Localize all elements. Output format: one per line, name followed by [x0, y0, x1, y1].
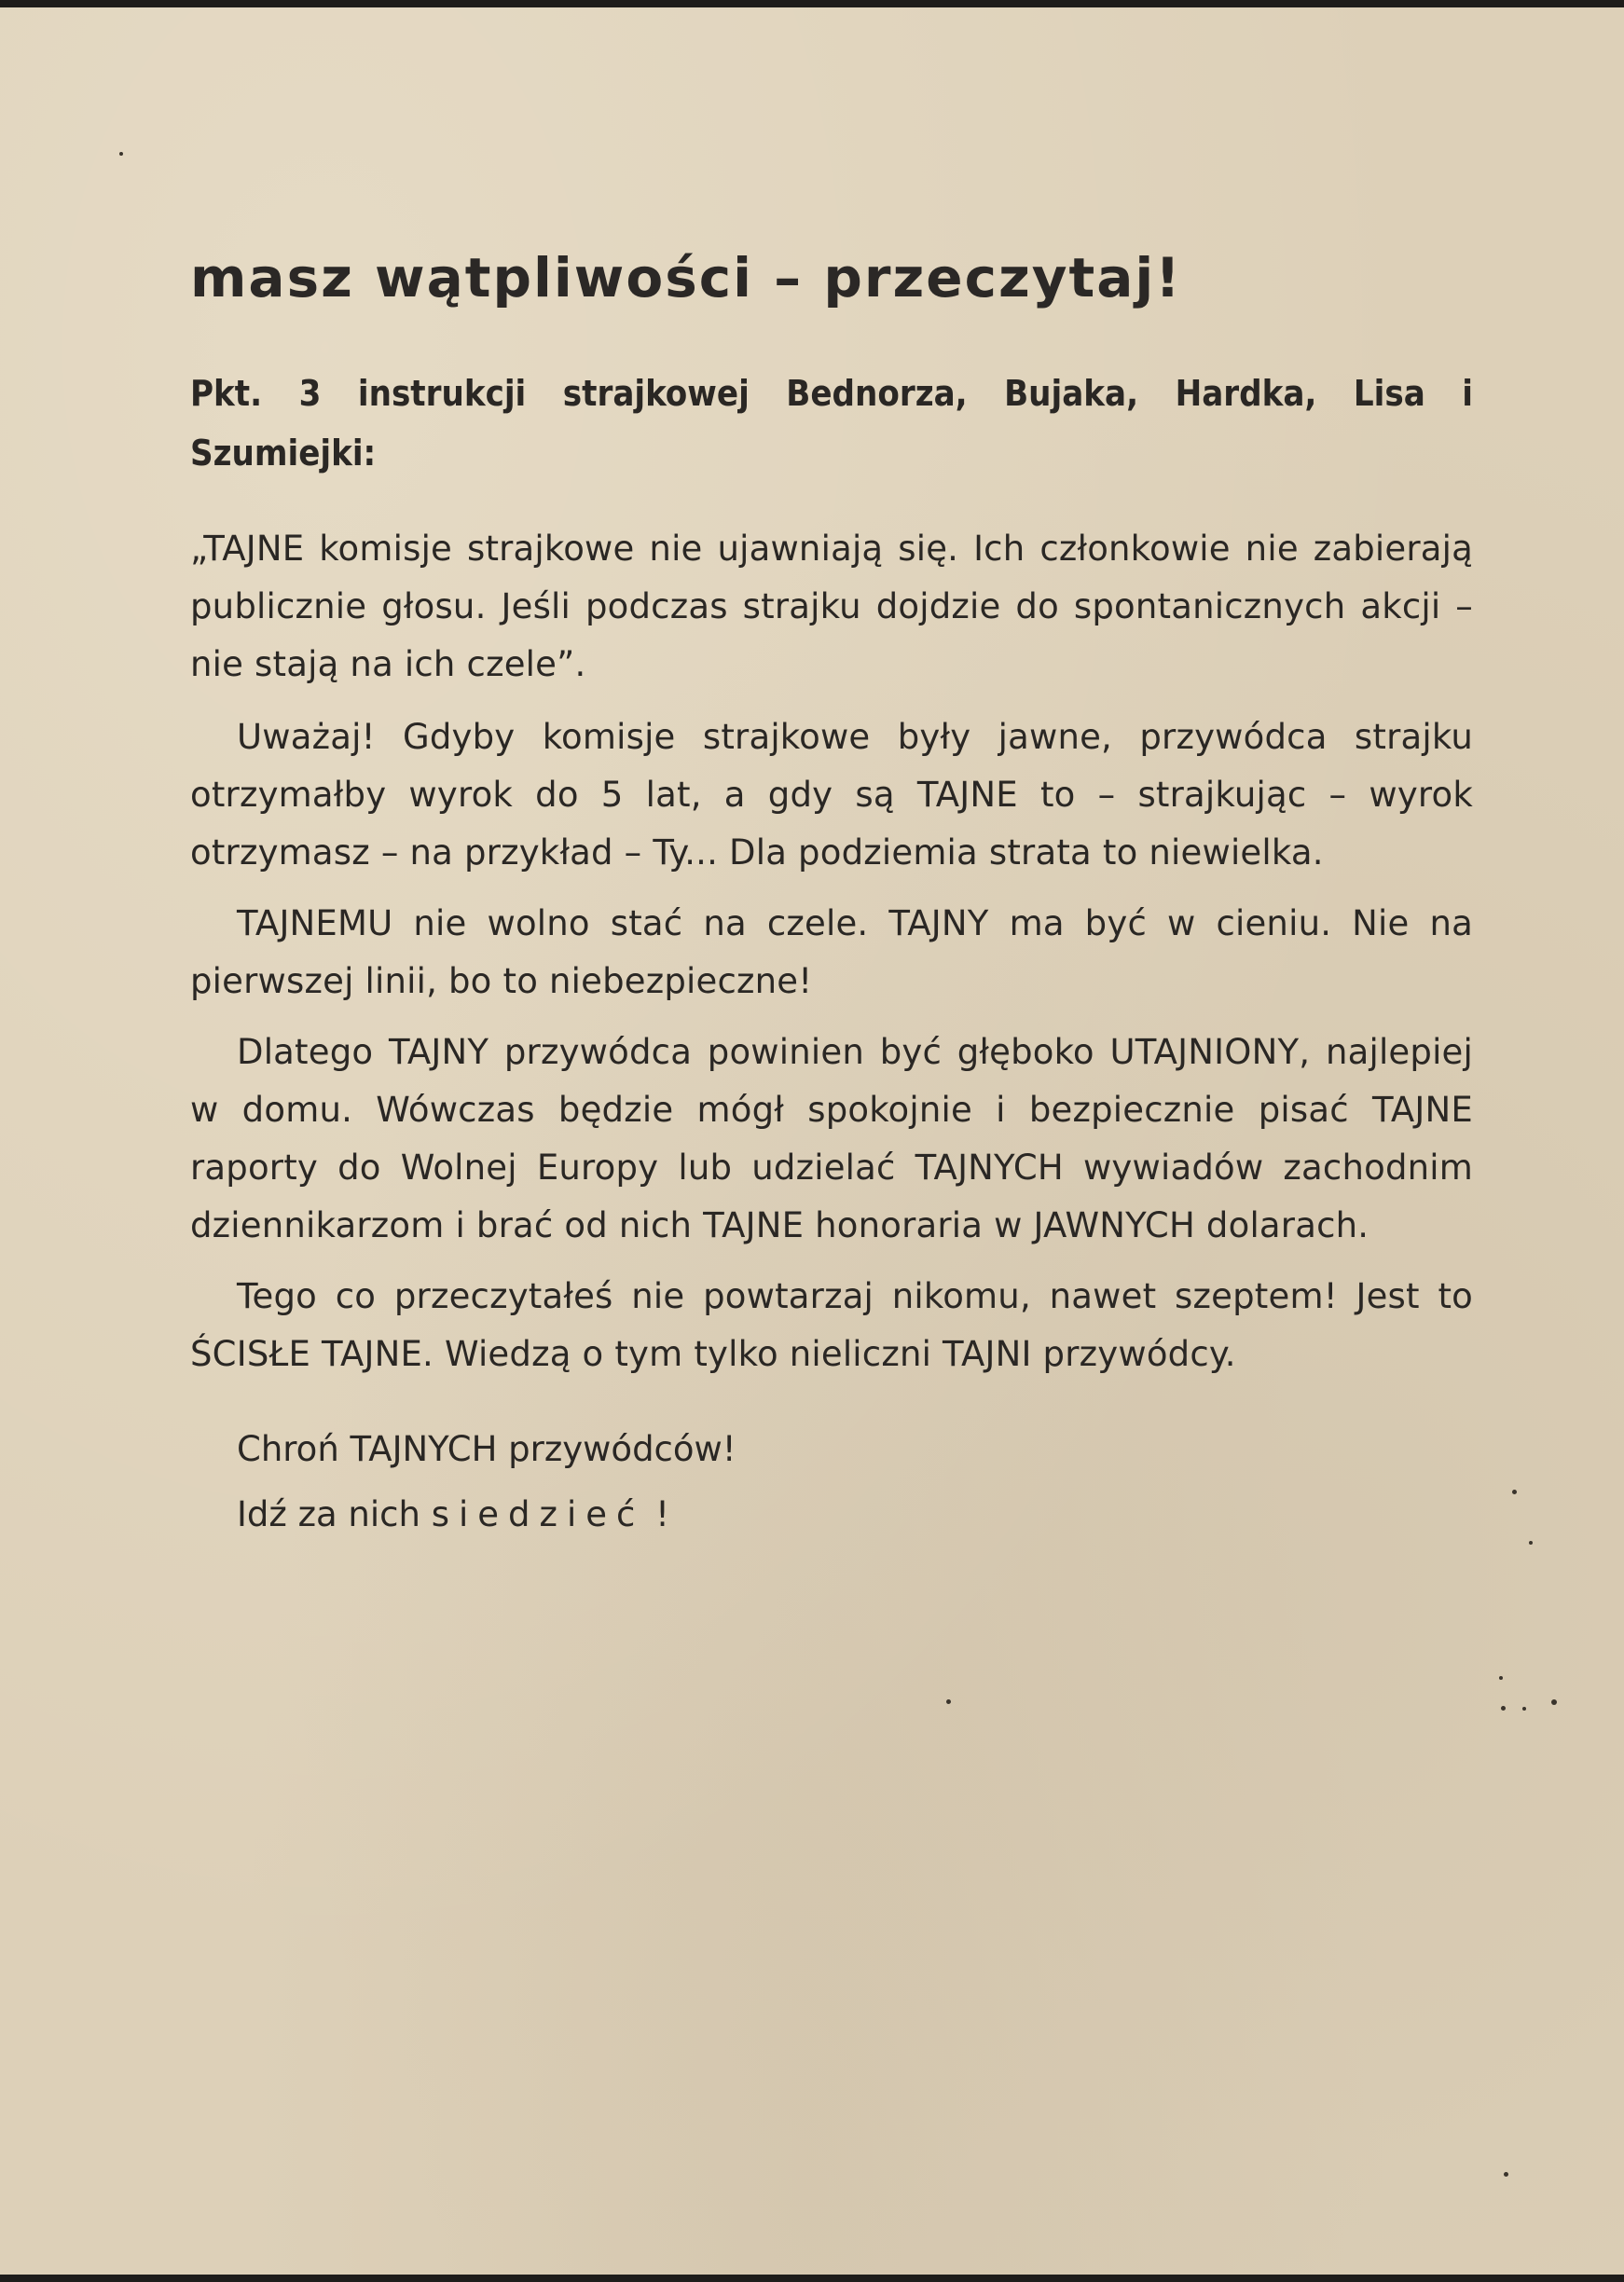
paragraph-hidden-leader: Dlatego TAJNY przywódca powinien być głęboko UTAJNIONY, najlepiej w domu. Wówczas będzie mógł spokojnie i bezpiecznie pisać TAJNE raporty do Wolnej Europy lub udzielać TAJNYCH wywiadów zachodnim dziennikarzom i brać od nich TAJNE honoraria w JAWNYCH dolarach.	[190, 1032, 1473, 1245]
paragraph-secret: Tego co przeczytałeś nie powtarzaj nikomu, nawet szeptem! Jest to ŚCISŁE TAJNE. Wiedzą o tym tylko nieliczni TAJNI przywódcy.	[190, 1276, 1473, 1374]
paper-speck	[1504, 2172, 1508, 2177]
leaflet-content	[190, 241, 1473, 1551]
closing-line-2	[237, 1486, 1473, 1544]
leaflet-title: masz wątpliwości – przeczytaj!	[190, 246, 1182, 309]
leaflet-page	[0, 7, 1624, 2275]
closing-line-2-prefix: Idź za nich	[237, 1494, 432, 1534]
paper-speck	[1529, 1541, 1533, 1545]
paper-speck	[946, 1699, 951, 1704]
paper-speck	[1522, 1707, 1526, 1711]
paper-speck	[1512, 1490, 1517, 1494]
paragraph-shadow: TAJNEMU nie wolno stać na czele. TAJNY ma być w cieniu. Nie na pierwszej linii, bo to niebezpieczne!	[190, 903, 1473, 1001]
paper-speck	[1501, 1706, 1506, 1711]
quoted-instruction: „TAJNE komisje strajkowe nie ujawniają się. Ich członkowie nie zabierają publicznie głosu. Jeśli podczas strajku dojdzie do spontanicznych akcji – nie stają na ich czele”.	[190, 529, 1473, 684]
paragraph-warning: Uważaj! Gdyby komisje strajkowe były jawne, przywódca strajku otrzymałby wyrok do 5 lat, a gdy są TAJNE to – strajkując – wyrok otrzymasz – na przykład – Ty... Dla podziemia strata to niewielka.	[190, 717, 1473, 873]
paper-speck	[119, 152, 123, 156]
closing-line-2-suffix: !	[644, 1494, 669, 1534]
closing-slogans	[237, 1421, 1473, 1544]
closing-line-2-spaced-word: siedzieć	[431, 1494, 645, 1534]
paper-speck	[1551, 1699, 1557, 1705]
closing-line-1: Chroń TAJNYCH przywódców!	[237, 1429, 736, 1469]
intro-heading: Pkt. 3 instrukcji strajkowej Bednorza, Bujaka, Hardka, Lisa i Szumiejki:	[190, 373, 1473, 474]
paper-speck	[1499, 1676, 1503, 1680]
